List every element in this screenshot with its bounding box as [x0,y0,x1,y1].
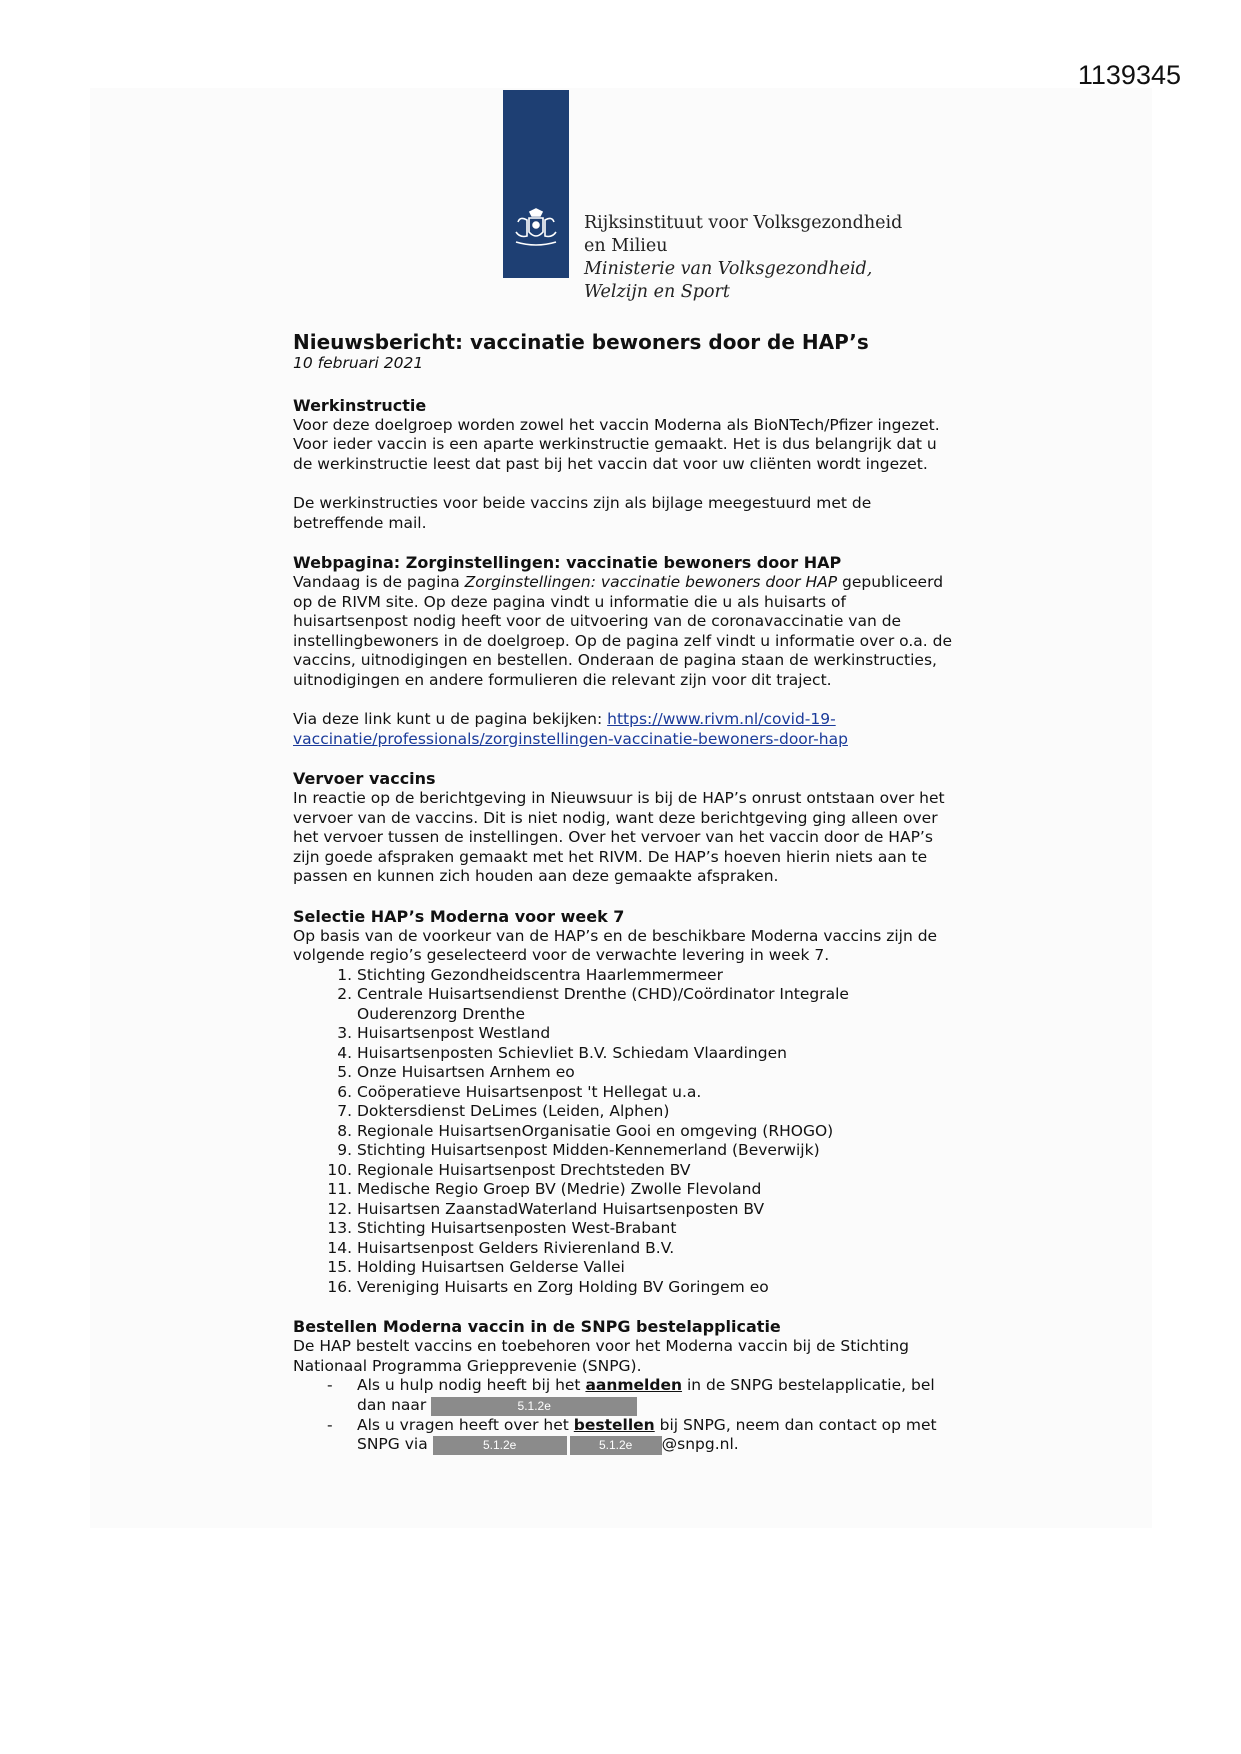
section-heading: Selectie HAP’s Moderna voor week 7 [293,906,625,926]
org-line-2: en Milieu [584,236,668,256]
text-run: bij SNPG, neem dan contact op met SNPG via [357,1415,937,1453]
document-id: 1139345 [1077,60,1181,90]
list-item: 10. Regionale Huisartsenpost Drechtsteden BV [357,1161,953,1181]
section-vervoer [293,769,953,887]
page-name-italic: Zorginstellingen: vaccinatie bewoners door HAP [464,573,838,591]
list-item: 11. Medische Regio Groep BV (Medrie) Zwolle Flevoland [357,1180,953,1200]
paragraph: De werkinstructies voor beide vaccins zijn als bijlage meegestuurd met de betreffende mail. [293,494,872,532]
redacted-contact: 5.1.2e [433,1436,567,1455]
paragraph: Voor deze doelgroep worden zowel het vaccin Moderna als BioNTech/Pfizer ingezet. Voor ieder vaccin is een aparte werkinstructie gemaakt. Het is dus belangrijk dat u de werkinstructie leest dat past bij het vaccin dat voor uw cliënten wordt ingezet. [293,415,940,473]
section-bestellen [293,1317,953,1455]
coat-of-arms-icon [510,208,562,250]
list-item: 6. Coöperatieve Huisartsenpost 't Hellegat u.a. [357,1083,953,1103]
email-domain: @snpg.nl. [661,1435,739,1453]
ministry-line-2: Welzijn en Sport [584,282,730,302]
text-run: Als u vragen heeft over het [357,1415,574,1434]
list-item: 3. Huisartsenpost Westland [357,1024,953,1044]
rijksoverheid-logo [503,90,569,278]
list-item: 4. Huisartsenposten Schievliet B.V. Schiedam Vlaardingen [357,1044,953,1064]
list-item: 2. Centrale Huisartsendienst Drenthe (CHD)/Coördinator Integrale Ouderenzorg Drenthe [357,985,953,1024]
redacted-phone: 5.1.2e [431,1397,637,1416]
ministry-line-1: Ministerie van Volksgezondheid, [584,259,873,279]
list-item: 13. Stichting Huisartsenposten West-Brabant [357,1219,953,1239]
list-item: 16. Vereniging Huisarts en Zorg Holding BV Goringem eo [357,1278,953,1298]
paragraph: De HAP bestelt vaccins en toebehoren voor het Moderna vaccin bij de Stichting Nationaal Programma Griepprevenie (SNPG). [293,1337,909,1375]
list-item: 14. Huisartsenpost Gelders Rivierenland B.V. [357,1239,953,1259]
rivm-page-link[interactable]: https://www.rivm.nl/covid-19-vaccinatie/professionals/zorginstellingen-vaccinatie-bewoners-door-hap [293,710,848,748]
list-item [327,1376,953,1416]
section-selectie [293,907,953,1298]
paragraph [293,710,953,749]
list-item: 8. Regionale HuisartsenOrganisatie Gooi en omgeving (RHOGO) [357,1122,953,1142]
text-run: Vandaag is de pagina [293,573,465,591]
section-heading: Vervoer vaccins [293,769,436,788]
hap-list [293,966,953,1298]
news-article [293,330,953,1475]
list-item: 9. Stichting Huisartsenpost Midden-Kennemerland (Beverwijk) [357,1141,953,1161]
text-run: in de SNPG bestelapplicatie, bel dan naar [357,1376,935,1414]
contact-list [293,1376,953,1455]
section-heading: Werkinstructie [293,395,427,415]
link-intro: Via deze link kunt u de pagina bekijken: [293,710,608,728]
section-werkinstructie [293,396,953,534]
org-line-1: Rijksinstituut voor Volksgezondheid [584,213,903,233]
list-item [327,1416,953,1456]
aanmelden-emphasis: aanmelden [585,1376,683,1394]
text-run: Als u hulp nodig heeft bij het [357,1376,586,1394]
list-item: 5. Onze Huisartsen Arnhem eo [357,1063,953,1083]
text-run: gepubliceerd op de RIVM site. Op deze pagina vindt u informatie die u als huisarts of huisartsenpost nodig heeft voor de uitvoering van de coronavaccinatie van de instellingbewoners in de doelgroep. Op de pagina zelf vindt u informatie over o.a. de vaccins, uitnodigingen en bestellen. Onderaan de pagina staan de werkinstructies, uitnodigingen en andere formulieren die relevant zijn voor dit traject. [293,573,953,689]
paragraph: Op basis van de voorkeur van de HAP’s en de beschikbare Moderna vaccins zijn de volgende regio’s geselecteerd voor de verwachte levering in week 7. [293,926,938,964]
section-webpagina [293,553,953,749]
page-title: Nieuwsbericht: vaccinatie bewoners door de HAP’s [293,330,869,354]
paragraph [293,573,953,690]
section-heading: Webpagina: Zorginstellingen: vaccinatie bewoners door HAP [293,553,842,572]
paragraph: In reactie op de berichtgeving in Nieuwsuur is bij de HAP’s onrust ontstaan over het vervoer van de vaccins. Dit is niet nodig, want deze berichtgeving ging alleen over het vervoer tussen de instellingen. Over het vervoer van het vaccin door de HAP’s zijn goede afspraken gemaakt met het RIVM. De HAP’s hoeven hierin niets aan te passen en kunnen zich houden aan deze gemaakte afspraken. [293,789,945,885]
list-item: 15. Holding Huisartsen Gelderse Vallei [357,1258,953,1278]
redacted-email-user: 5.1.2e [570,1436,662,1455]
publication-date: 10 februari 2021 [293,354,424,372]
bestellen-emphasis: bestellen [573,1415,655,1434]
list-item: 1. Stichting Gezondheidscentra Haarlemmermeer [357,966,953,986]
organisation-name [584,212,902,304]
list-item: 12. Huisartsen ZaanstadWaterland Huisartsenposten BV [357,1200,953,1220]
section-heading: Bestellen Moderna vaccin in de SNPG bestelapplicatie [293,1317,781,1336]
list-item: 7. Doktersdienst DeLimes (Leiden, Alphen) [357,1102,953,1122]
